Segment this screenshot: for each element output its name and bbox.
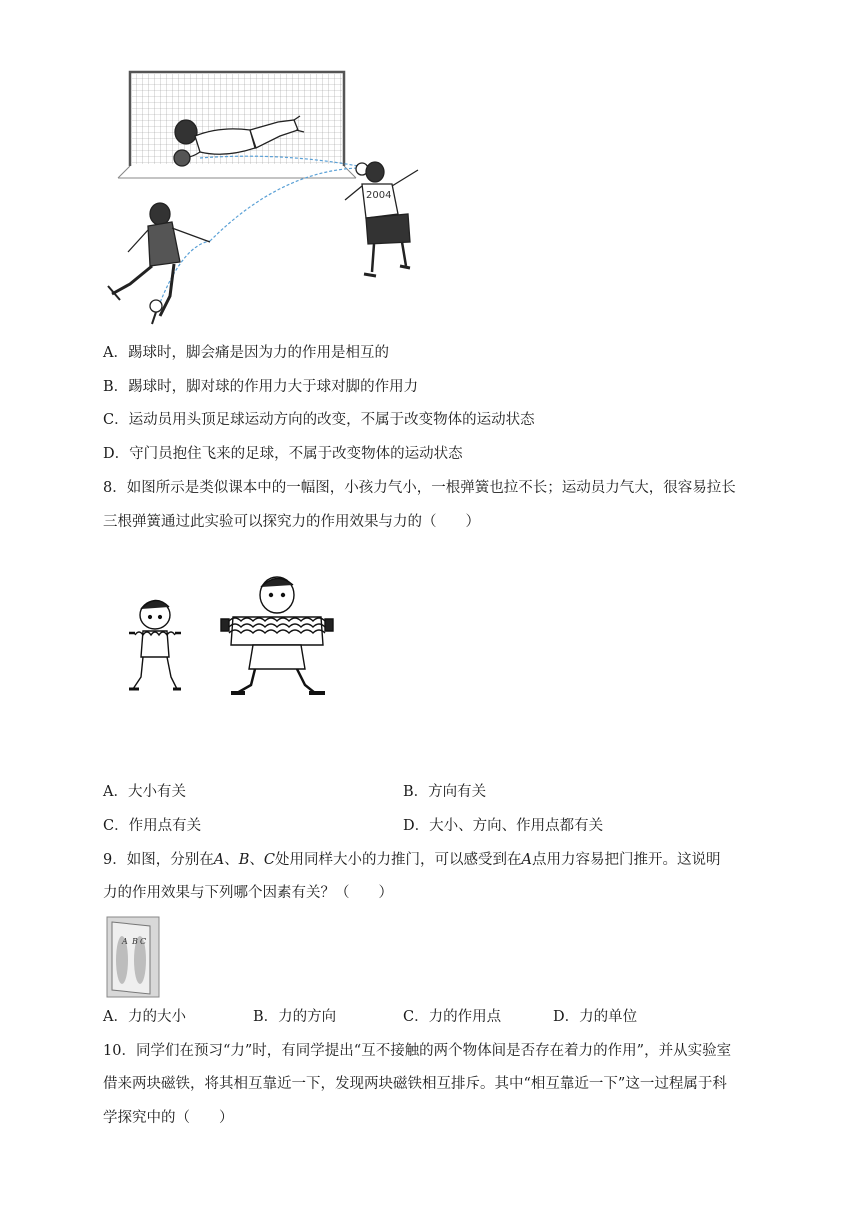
q10-stem-line2: 借来两块磁铁，将其相互靠近一下，发现两块磁铁相互排斥。其中“相互靠近一下”这一过程属于科 [103,1076,727,1092]
q9-stem-line2: 力的作用效果与下列哪个因素有关？（ ） [103,885,393,901]
spring-figure [125,573,365,703]
q8-stem-line1: 8．如图所示是类似课本中的一幅图，小孩力气小，一根弹簧也拉不长；运动员力气大，很容易拉长 [103,480,736,496]
q9-option-d[interactable]: D．力的单位 [553,1009,638,1025]
q7-option-b[interactable]: B．踢球时，脚对球的作用力大于球对脚的作用力 [103,379,419,395]
q8-option-a[interactable]: A．大小有关 [103,784,186,800]
q8-stem-line2: 三根弹簧通过此实验可以探究力的作用效果与力的（ ） [103,514,480,530]
ball-near-kicker [150,300,162,312]
svg-text:2004: 2004 [366,190,392,201]
q9-option-b[interactable]: B．力的方向 [253,1009,337,1025]
q9-stem-line1: 9．如图，分别在A、B、C处用同样大小的力推门，可以感受到在A点用力容易把门推开。这说明 [103,852,721,868]
header-player [345,162,418,276]
q10-stem-line1: 10．同学们在预习“力”时，有同学提出“互不接触的两个物体间是否存在着力的作用”，并从实验室 [103,1043,732,1059]
q10-stem-line3: 学探究中的（ ） [103,1110,234,1126]
svg-text:A: A [122,937,128,946]
q7-option-c[interactable]: C．运动员用头顶足球运动方向的改变，不属于改变物体的运动状态 [103,412,535,428]
svg-text:C: C [140,937,147,946]
q9-option-c[interactable]: C．力的作用点 [403,1009,502,1025]
q8-option-b[interactable]: B．方向有关 [403,784,487,800]
q7-option-d[interactable]: D．守门员抱住飞来的足球，不属于改变物体的运动状态 [103,446,463,462]
soccer-figure [100,66,440,331]
door-figure [106,916,160,998]
svg-text:B: B [132,937,138,946]
q8-option-d[interactable]: D．大小、方向、作用点都有关 [403,818,604,834]
child-pulling-spring [129,600,181,689]
athlete-pulling-springs [221,577,333,693]
q7-option-a[interactable]: A．踢球时，脚会痛是因为力的作用是相互的 [103,345,389,361]
q9-option-a[interactable]: A．力的大小 [103,1009,186,1025]
q8-option-c[interactable]: C．作用点有关 [103,818,202,834]
goal-net [118,72,356,178]
